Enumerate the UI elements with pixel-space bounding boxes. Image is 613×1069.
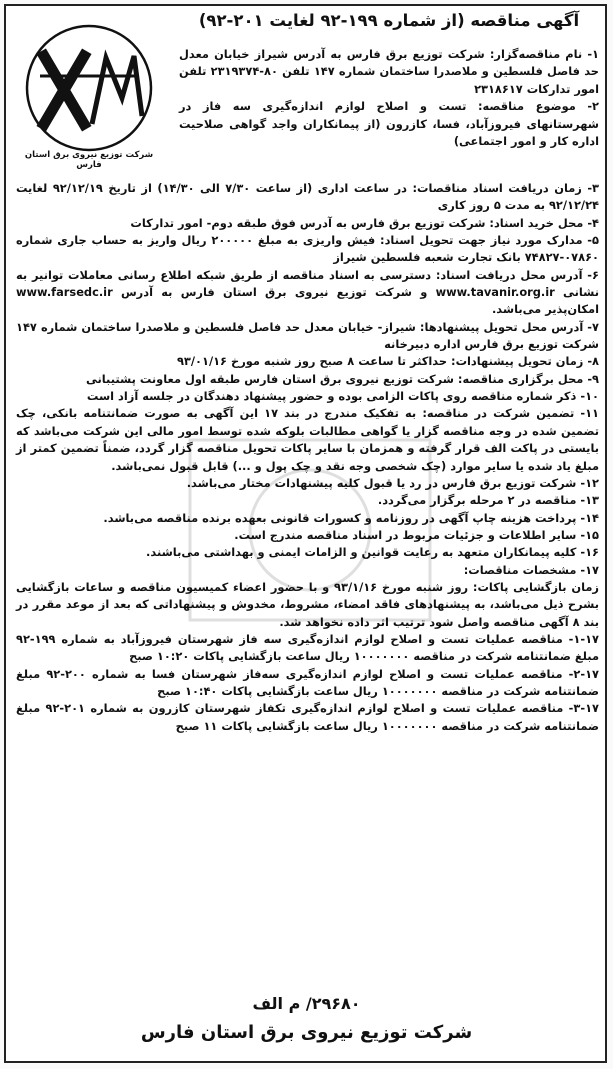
footer-code: ۲۹۶۸۰/ م الف bbox=[252, 994, 361, 1013]
item-6: ۶- آدرس محل دریافت اسناد: دسترسی به اسناد مناقصه از طریق شبکه اطلاع رسانی معاملات توانیر به نشانی www.tavanir.org.ir و شرکت توزیع نیروی برق استان فارس به آدرس www.farsedc.ir امکان‌پذیر می‌باشد. bbox=[16, 267, 600, 317]
item-2: ۲- موضوع مناقصه: تست و اصلاح لوازم اندازه‌گیری سه فاز در شهرستانهای فیروزآباد، فسا، کازرون (از پیمانکاران واجد گواهی صلاحیت اداره کار و امور اجتماعی) bbox=[179, 99, 599, 149]
item-15: ۱۵- سایر اطلاعات و جزئیات مربوط در اسناد مناقصه مندرج است. bbox=[234, 527, 599, 542]
body-top bbox=[179, 46, 599, 150]
item-17: ۱۷- مشخصات مناقصات: bbox=[463, 562, 599, 577]
logo-caption: شرکت توزیع نیروی برق استان فارس bbox=[24, 150, 154, 170]
opening-time: زمان بازگشایی پاکات: روز شنبه مورخ ۹۳/۱/۱۶ و با حضور اعضاء کمیسیون مناقصه و ساعات بازگشایی بشرح ذیل می‌باشد، به پیشنهادهای فاقد امضاء، مشروط، مخدوش و پیشنهاداتی که بعد از موعد مقرر در بند ۸ آگهی مناقصه واصل شود ترتیب اثر داده نخواهد شد. bbox=[16, 579, 599, 629]
item-3: ۳- زمان دریافت اسناد مناقصات: در ساعت اداری (از ساعت ۷/۳۰ الی ۱۴/۳۰) از تاریخ ۹۲/۱۲/۱۹ لغایت ۹۲/۱۲/۲۴ به مدت ۵ روز کاری bbox=[16, 181, 599, 213]
item-17-2: ۲-۱۷- مناقصه عملیات تست و اصلاح لوازم اندازه‌گیری سه‌فاز شهرستان فسا به شماره ۲۰۰-۹۲ مبلغ ضمانتنامه شرکت در مناقصه ۱۰۰۰۰۰۰۰ ریال ساعت بازگشایی پاکات ۱۰:۴۰ صبح bbox=[16, 666, 599, 698]
item-9: ۹- محل برگزاری مناقصه: شرکت توزیع نیروی برق استان فارس طبقه اول معاونت پشتیبانی bbox=[85, 371, 599, 386]
item-16: ۱۶- کلیه پیمانکاران متعهد به رعایت قوانین و الزامات ایمنی و بهداشتی می‌باشند. bbox=[146, 545, 599, 560]
body-main bbox=[16, 180, 599, 735]
item-17-3: ۳-۱۷- مناقصه عملیات تست و اصلاح لوازم اندازه‌گیری تکفاز شهرستان کازرون به شماره ۲۰۱-۹۲ مبلغ ضمانتنامه شرکت در مناقصه ۱۰۰۰۰۰۰۰ ریال ساعت بازگشایی پاکات ۱۱ صبح bbox=[16, 701, 599, 733]
item-11: ۱۱- تضمین شرکت در مناقصه: به تفکیک مندرج در بند ۱۷ این آگهی به صورت ضمانتنامه بانکی، چک تضمین شده در وجه مناقصه گزار یا گواهی مطالبات بلوکه شده توسط امور مالی این شرکت می‌باشد که بایستی در پاکت الف قرار گرفته و همزمان با سایر پاکات تحویل مناقصه گزار گردد، ضمناً تضمین کمتر از مبلغ یاد شده یا سایر موارد (چک شخصی وجه نقد و چک پول و ...) قابل قبول نمی‌باشد. bbox=[16, 406, 599, 473]
page-title: آگهی مناقصه (از شماره ۱۹۹-۹۲ لغایت ۲۰۱-۹۲) bbox=[198, 11, 580, 30]
item-12: ۱۲- شرکت توزیع برق فارس در رد یا قبول کلیه پیشنهادات مختار می‌باشد. bbox=[186, 475, 599, 490]
footer-org: شرکت توزیع نیروی برق استان فارس bbox=[140, 1022, 473, 1043]
item-1: ۱- نام مناقصه‌گزار: شرکت توزیع برق فارس به آدرس شیراز خیابان معدل حد فاصل فلسطین و ملاصدرا ساختمان شماره ۱۴۷ تلفن ۸۰-۲۳۱۹۳۷۴ تلفن امور تدارکات ۲۳۱۸۶۱۷ bbox=[179, 47, 599, 96]
item-17-1: ۱-۱۷- مناقصه عملیات تست و اصلاح لوازم اندازه‌گیری سه فاز شهرستان فیروزآباد به شماره ۱۹۹-۹۲ مبلغ ضمانتنامه شرکت در مناقصه ۱۰۰۰۰۰۰۰ ریال ساعت بازگشایی پاکات ۱۰:۲۰ صبح bbox=[16, 631, 599, 664]
item-5: ۵- مدارک مورد نیاز جهت تحویل اسناد: فیش واریزی به مبلغ ۲۰۰۰۰۰ ریال واریز به حساب جاری شماره ۰۷۸۶۰-۷۴۸۲۷ بانک تجارت شعبه فلسطین شیراز bbox=[16, 233, 599, 265]
item-7: ۷- آدرس محل تحویل پیشنهادها: شیراز- خیابان معدل حد فاصل فلسطین و ملاصدرا ساختمان شماره ۱۴۷ شرکت توزیع برق فارس اداره دبیرخانه bbox=[16, 319, 599, 352]
item-14: ۱۴- پرداخت هزینه چاپ آگهی در روزنامه و کسورات قانونی بعهده برنده مناقصه می‌باشد. bbox=[103, 510, 599, 525]
item-4: ۴- محل خرید اسناد: شرکت توزیع برق فارس به آدرس فوق طبقه دوم- امور تدارکات bbox=[130, 215, 599, 230]
item-10: ۱۰- ذکر شماره مناقصه روی پاکات الزامی بوده و حضور پیشنهاد دهندگان در جلسه آزاد است bbox=[86, 389, 599, 404]
item-8: ۸- زمان تحویل پیشنهادات: حداکثر تا ساعت ۸ صبح روز شنبه مورخ ۹۳/۰۱/۱۶ bbox=[176, 354, 599, 369]
item-13: ۱۳- مناقصه در ۲ مرحله برگزار می‌گردد. bbox=[377, 493, 599, 508]
